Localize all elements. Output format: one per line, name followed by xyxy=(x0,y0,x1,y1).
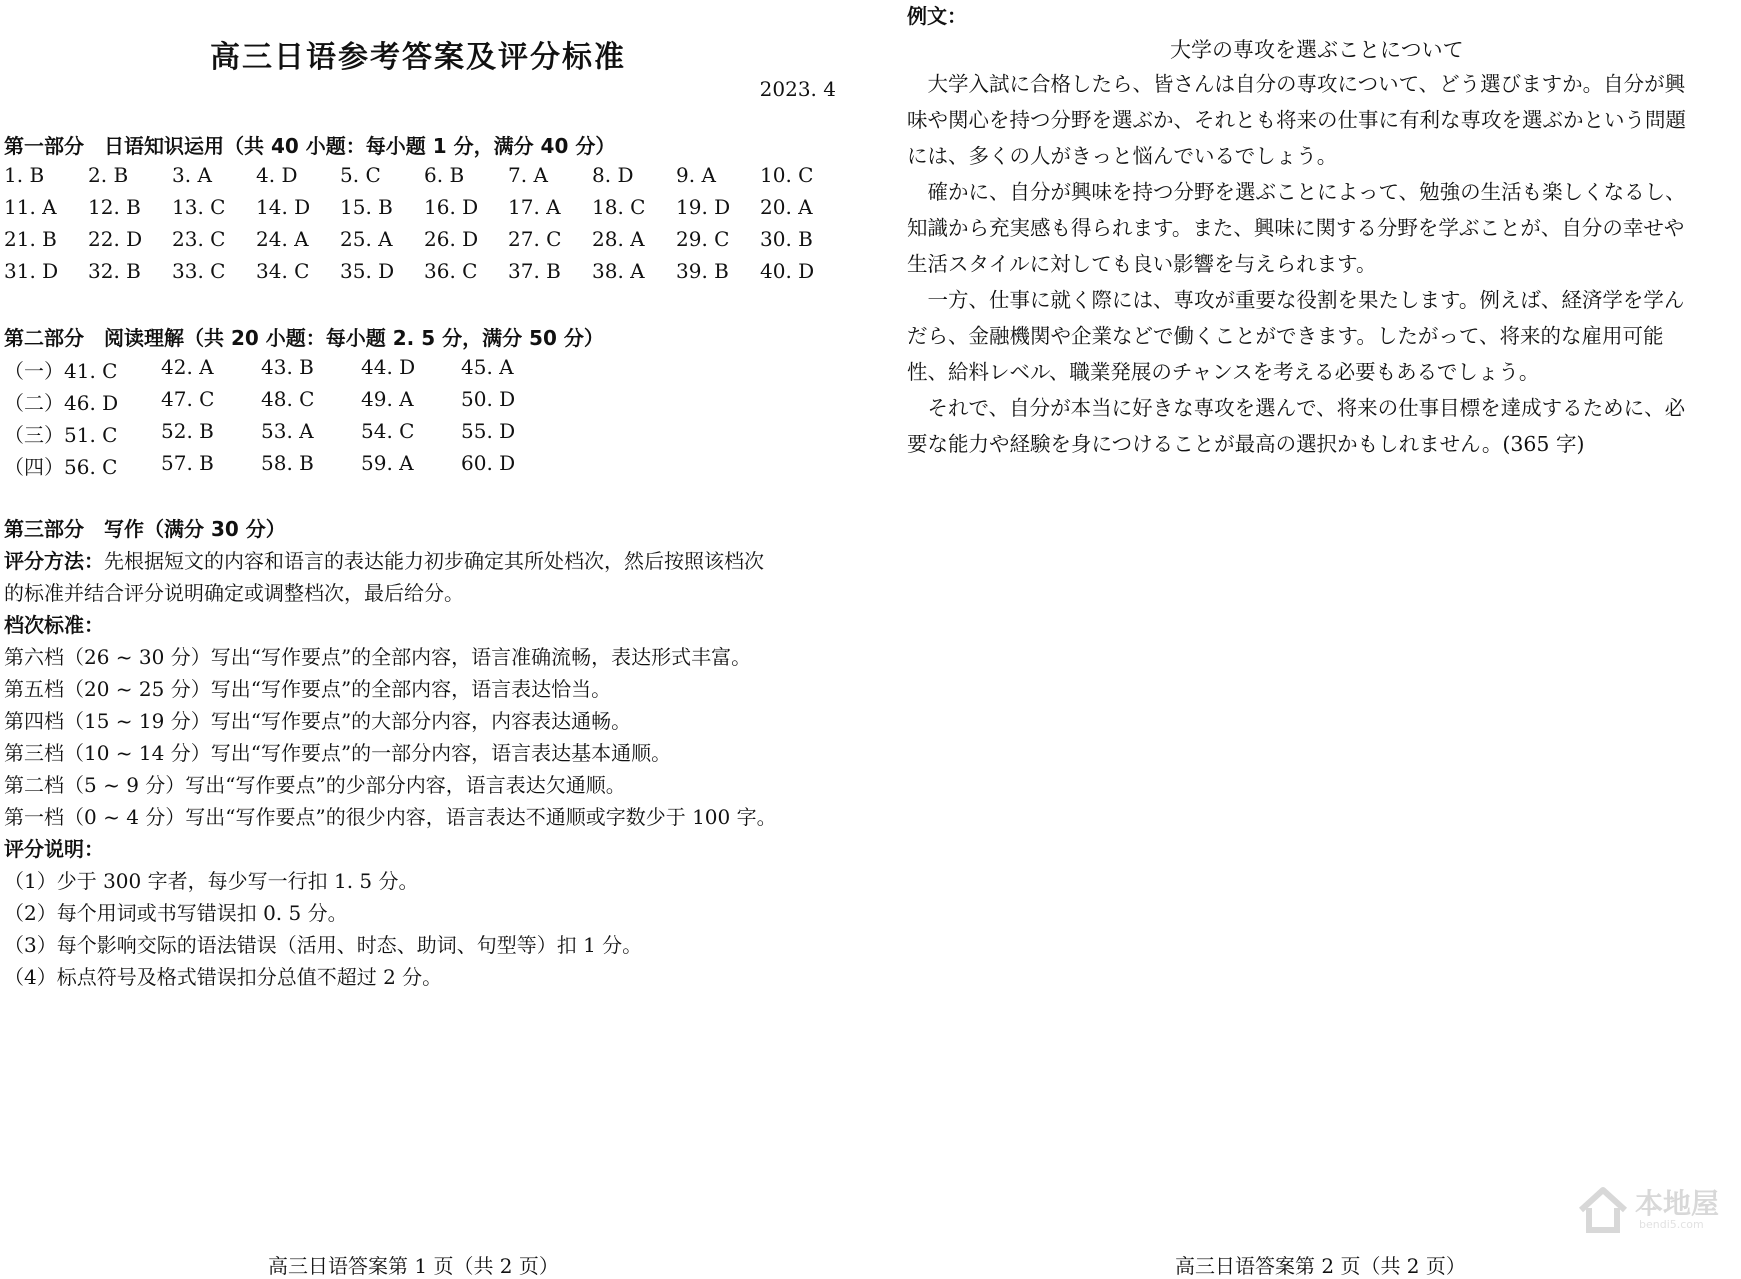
essay-line: 確かに、自分が興味を持つ分野を選ぶことによって、勉強の生活も楽しくなるし、 xyxy=(907,180,1686,204)
essay-line: 一方、仕事に就く際には、専攻が重要な役割を果たします。例えば、経済学を学ん xyxy=(907,288,1685,312)
answer-cell: （三）51. C xyxy=(4,423,118,447)
essay-body xyxy=(907,66,1686,462)
answer-cell: 9. A xyxy=(676,163,716,187)
level-standards-label: 档次标准： xyxy=(4,613,104,637)
answer-cell: （二）46. D xyxy=(4,391,119,415)
essay-line: それで、自分が本当に好きな専攻を選んで、将来の仕事目標を達成するために、必 xyxy=(907,396,1686,420)
answer-cell: 12. B xyxy=(88,195,141,219)
answer-cell: 5. C xyxy=(340,163,381,187)
essay-line: 味や関心を持つ分野を選ぶか、それとも将来の仕事に有利な専攻を選ぶかという問題 xyxy=(907,108,1686,132)
part2-heading: 第二部分 阅读理解（共 20 小题：每小题 2. 5 分，满分 50 分） xyxy=(4,326,604,350)
answer-cell: 36. C xyxy=(424,259,478,283)
answer-cell: 35. D xyxy=(340,259,395,283)
answer-cell: 28. A xyxy=(592,227,645,251)
answer-cell: 54. C xyxy=(361,419,415,443)
answer-cell: 4. D xyxy=(256,163,298,187)
answer-cell: 11. A xyxy=(4,195,57,219)
scoring-method-text: 先根据短文的内容和语言的表达能力初步确定其所处档次，然后按照该档次 xyxy=(104,549,764,573)
watermark-url: bendi5.com xyxy=(1639,1218,1704,1231)
answer-cell: 39. B xyxy=(676,259,729,283)
answer-cell: 25. A xyxy=(340,227,393,251)
answer-cell: （四）56. C xyxy=(4,455,118,479)
scoring-method xyxy=(4,545,764,574)
answer-cell: 1. B xyxy=(4,163,45,187)
answer-cell: 31. D xyxy=(4,259,59,283)
answer-cell: 10. C xyxy=(760,163,814,187)
answer-cell: 7. A xyxy=(508,163,548,187)
scoring-method-label: 评分方法： xyxy=(4,549,104,573)
answer-cell: 2. B xyxy=(88,163,129,187)
answer-cell: 20. A xyxy=(760,195,813,219)
answer-cell: 57. B xyxy=(161,451,214,475)
example-label: 例文： xyxy=(907,4,967,28)
answer-cell: 60. D xyxy=(461,451,516,475)
answer-cell: 37. B xyxy=(508,259,561,283)
answer-cell: 6. B xyxy=(424,163,465,187)
scoring-note-2: （2）每个用词或书写错误扣 0. 5 分。 xyxy=(4,901,348,925)
essay-line: 生活スタイルに対しても良い影響を与えられます。 xyxy=(907,252,1377,276)
answer-cell: 32. B xyxy=(88,259,141,283)
answer-cell: 48. C xyxy=(261,387,315,411)
essay-line: 知識から充実感も得られます。また、興味に関する分野を学ぶことが、自分の幸せや xyxy=(907,216,1685,240)
essay-line: だら、金融機関や企業などで働くことができます。したがって、将来的な雇用可能 xyxy=(907,324,1664,348)
answer-cell: 34. C xyxy=(256,259,310,283)
answer-cell: 43. B xyxy=(261,355,314,379)
answer-cell: 42. A xyxy=(161,355,214,379)
scoring-note-4: （4）标点符号及格式错误扣分总值不超过 2 分。 xyxy=(4,965,443,989)
level-5: 第五档（20 ~ 25 分）写出“写作要点”的全部内容，语言表达恰当。 xyxy=(4,677,612,701)
answer-cell: 52. B xyxy=(161,419,214,443)
level-1: 第一档（0 ~ 4 分）写出“写作要点”的很少内容，语言表达不通顺或字数少于 100 字。 xyxy=(4,805,777,829)
answer-cell: 29. C xyxy=(676,227,730,251)
answer-cell: 38. A xyxy=(592,259,645,283)
answer-cell: 47. C xyxy=(161,387,215,411)
left-page-footer: 高三日语答案第 1 页（共 2 页） xyxy=(268,1254,559,1278)
answer-cell: 16. D xyxy=(424,195,479,219)
answer-cell: 19. D xyxy=(676,195,731,219)
essay-title: 大学の専攻を選ぶことについて xyxy=(1170,38,1464,62)
level-4: 第四档（15 ~ 19 分）写出“写作要点”的大部分内容，内容表达通畅。 xyxy=(4,709,632,733)
answer-cell: 18. C xyxy=(592,195,646,219)
answer-cell: 3. A xyxy=(172,163,212,187)
watermark-logo xyxy=(1577,1178,1727,1242)
scoring-note-1: （1）少于 300 字者，每少写一行扣 1. 5 分。 xyxy=(4,869,419,893)
scoring-notes-label: 评分说明： xyxy=(4,837,104,861)
essay-line: には、多くの人がきっと悩んでいるでしょう。 xyxy=(907,144,1338,168)
level-6: 第六档（26 ~ 30 分）写出“写作要点”的全部内容，语言准确流畅，表达形式丰富。 xyxy=(4,645,752,669)
answer-cell: 33. C xyxy=(172,259,226,283)
answer-cell: 53. A xyxy=(261,419,314,443)
right-page-footer: 高三日语答案第 2 页（共 2 页） xyxy=(1175,1254,1466,1278)
essay-line: 要な能力や経験を身につけることが最高の選択かもしれません。(365 字) xyxy=(907,432,1585,456)
part3-heading: 第三部分 写作（满分 30 分） xyxy=(4,517,286,541)
level-3: 第三档（10 ~ 14 分）写出“写作要点”的一部分内容，语言表达基本通顺。 xyxy=(4,741,672,765)
answer-cell: 30. B xyxy=(760,227,813,251)
essay-line: 性、給料レベル、職業発展のチャンスを考える必要もあるでしょう。 xyxy=(907,360,1540,384)
answer-cell: 17. A xyxy=(508,195,561,219)
scoring-note-3: （3）每个影响交际的语法错误（活用、时态、助词、句型等）扣 1 分。 xyxy=(4,933,643,957)
essay-line: 大学入試に合格したら、皆さんは自分の専攻について、どう選びますか。自分が興 xyxy=(907,72,1686,96)
answer-cell: 23. C xyxy=(172,227,226,251)
answer-cell: 58. B xyxy=(261,451,314,475)
part1-heading: 第一部分 日语知识运用（共 40 小题：每小题 1 分，满分 40 分） xyxy=(4,134,616,158)
answer-cell: （一）41. C xyxy=(4,359,118,383)
answer-cell: 45. A xyxy=(461,355,514,379)
page-title: 高三日语参考答案及评分标准 xyxy=(210,40,626,75)
answer-cell: 50. D xyxy=(461,387,516,411)
answer-cell: 27. C xyxy=(508,227,562,251)
watermark-text: 本地屋 xyxy=(1635,1187,1720,1220)
answer-cell: 24. A xyxy=(256,227,309,251)
scoring-method-text-cont: 的标准并结合评分说明确定或调整档次，最后给分。 xyxy=(4,581,464,605)
answer-cell: 55. D xyxy=(461,419,516,443)
answer-cell: 26. D xyxy=(424,227,479,251)
answer-cell: 44. D xyxy=(361,355,416,379)
answer-cell: 49. A xyxy=(361,387,414,411)
exam-date: 2023. 4 xyxy=(759,77,836,101)
answer-cell: 40. D xyxy=(760,259,815,283)
level-2: 第二档（5 ~ 9 分）写出“写作要点”的少部分内容，语言表达欠通顺。 xyxy=(4,773,626,797)
answer-cell: 8. D xyxy=(592,163,634,187)
answer-cell: 22. D xyxy=(88,227,143,251)
answer-cell: 59. A xyxy=(361,451,414,475)
answer-cell: 15. B xyxy=(340,195,393,219)
house-icon xyxy=(1577,1184,1629,1236)
answer-cell: 21. B xyxy=(4,227,57,251)
answer-cell: 13. C xyxy=(172,195,226,219)
answer-cell: 14. D xyxy=(256,195,311,219)
